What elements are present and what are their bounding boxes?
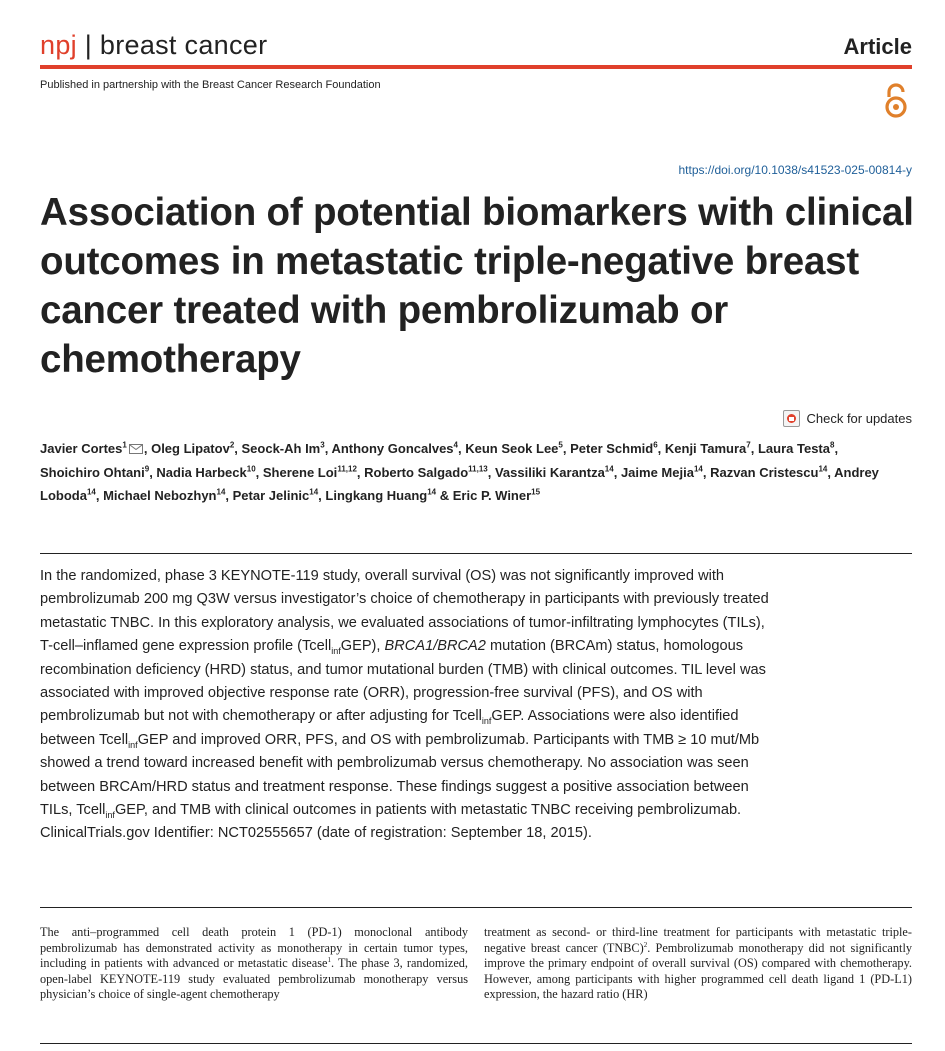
article-type-label: Article (843, 34, 912, 59)
abstract-top-rule (40, 553, 912, 554)
check-updates-label: Check for updates (806, 411, 912, 426)
author-name[interactable]: Vassiliki Karantza (494, 464, 605, 480)
abstract-text: GEP), (340, 638, 385, 655)
author-name[interactable]: Nadia Harbeck (156, 464, 247, 480)
author-affiliation: 14 (309, 487, 319, 497)
author-separator: , (827, 464, 835, 480)
gene-name: BRCA1/BRCA2 (384, 638, 486, 655)
author-separator: & (436, 488, 453, 503)
body-column-right (484, 925, 912, 1003)
author-affiliation: 2 (229, 440, 235, 450)
author-separator: , (95, 488, 104, 503)
abstract-text: In the randomized, phase 3 KEYNOTE-119 study, overall survival (OS) was not significantly improved with pembrolizumab 200 mg Q3W versus investigator’s choice of chemotherapy in participants with previously treated metastatic TNBC. In this exploratory analysis, we evaluated associations of tumor-infiltrating lymphocytes (TILs), T-cell–inflamed gene expression profile (Tcell (40, 568, 769, 655)
subscript: inf (331, 646, 341, 657)
open-access-icon[interactable] (880, 83, 912, 119)
doi-link[interactable]: https://doi.org/10.1038/s41523-025-00814-y (678, 163, 912, 177)
author-separator: , (149, 464, 157, 480)
body-text: treatment as second- or third-line treatment for participants with metastatic triple-negative breast cancer (TNBC) (484, 925, 912, 955)
partnership-note: Published in partnership with the Breast Cancer Research Foundation (40, 79, 381, 91)
journal-prefix: npj (40, 30, 77, 60)
author-separator: , (613, 464, 621, 480)
check-updates-icon (783, 410, 800, 427)
envelope-icon[interactable] (129, 444, 143, 454)
author-name[interactable]: Roberto Salgado (364, 464, 469, 480)
author-separator: , (324, 441, 332, 456)
abstract-text: GEP. Associations were also identified between Tcell (40, 708, 739, 748)
author-separator: , (457, 441, 466, 456)
author-separator: , (562, 441, 571, 456)
subscript: inf (481, 716, 492, 727)
journal-name: breast cancer (99, 30, 268, 60)
author-name[interactable]: Lingkang Huang (325, 488, 428, 503)
author-name[interactable]: Keun Seok Lee (465, 441, 559, 456)
author-separator: , (487, 464, 495, 480)
journal-separator: | (84, 30, 93, 60)
header-divider (40, 65, 912, 69)
author-name[interactable]: Laura Testa (757, 441, 830, 456)
author-name[interactable]: Peter Schmid (570, 441, 654, 456)
author-affiliation: 14 (818, 464, 828, 474)
author-affiliation: 14 (604, 464, 614, 474)
abstract-bottom-rule (40, 907, 912, 908)
reference-link[interactable]: 2 (643, 940, 648, 949)
author-affiliation: 1 (122, 440, 127, 450)
author-separator: , (702, 464, 711, 480)
author-separator: , (143, 441, 152, 456)
author-separator: , (356, 464, 365, 480)
article-title: Association of potential biomarkers with clinical outcomes in metastatic triple-negative breast cancer treated with pembrolizumab or chemotherapy (40, 191, 914, 381)
body-text: The anti–programmed cell death protein 1 (PD-1) monoclonal antibody pembrolizumab has demonstrated activity as monotherapy in certain tumor types, including in patients with advanced or metastatic disease (40, 925, 468, 970)
author-name[interactable]: Sherene Loi (262, 464, 338, 480)
author-name[interactable]: Petar Jelinic (232, 488, 310, 503)
subscript: inf (128, 739, 138, 750)
author-name[interactable]: Anthony Goncalves (331, 441, 454, 456)
author-name[interactable]: Andrey Loboda (40, 464, 879, 503)
author-affiliation: 11,12 (337, 464, 357, 474)
author-name[interactable]: Razvan Cristescu (710, 464, 819, 480)
author-affiliation: 14 (693, 464, 703, 474)
author-name[interactable]: Eric P. Winer (452, 488, 532, 503)
abstract-text: GEP, and TMB with clinical outcomes in patients with metastatic TNBC receiving pembrolizumab. ClinicalTrials.gov Identifier: NCT02555657 (date of registration: September 18, 2015). (40, 802, 742, 842)
author-affiliation: 8 (829, 440, 835, 450)
author-affiliation: 5 (558, 440, 563, 450)
author-name[interactable]: Shoichiro Ohtani (40, 464, 145, 480)
author-separator: , (225, 488, 233, 503)
author-affiliation: 14 (216, 487, 226, 497)
author-name[interactable]: Michael Nebozhyn (103, 488, 217, 503)
abstract-text: GEP and improved ORR, PFS, and OS with pembrolizumab. Participants with TMB ≥ 10 mut/Mb showed a trend toward increased benefit with pembrolizumab versus chemotherapy. No association was seen between BRCAm/HRD status and treatment response. These findings suggest a positive association between TILs, Tcell (40, 731, 760, 819)
author-separator: , (750, 441, 758, 456)
body-column-left (40, 925, 468, 1003)
body-text: . Pembrolizumab monotherapy did not significantly improve the primary endpoint of overall survival (OS) compared with chemotherapy. However, among participants with higher programmed cell death ligand 1 (PD-L1) expression, the hazard ratio (HR) (484, 940, 913, 1001)
body-text: . The phase 3, randomized, open-label KEYNOTE-119 study evaluated pembrolizumab monotherapy versus physician’s choice of single-agent chemotherapy (40, 956, 469, 1001)
journal-header (40, 30, 267, 61)
author-affiliation: 14 (86, 487, 96, 497)
author-list (40, 437, 900, 508)
author-affiliation: 9 (144, 464, 150, 474)
abstract-text: mutation (BRCAm) status, homologous recombination deficiency (HRD) status, and tumor mutational burden (TMB) with clinical outcomes. TIL level was associated with improved objective response rate (ORR), progression-free survival (PFS), and OS with pembrolizumab but not with chemotherapy or after adjusting for Tcell (40, 638, 766, 725)
author-affiliation: 10 (246, 464, 256, 474)
author-name[interactable]: Javier Cortes (40, 441, 123, 456)
author-affiliation: 15 (531, 487, 541, 497)
author-affiliation: 4 (453, 440, 458, 450)
author-separator: , (318, 488, 326, 503)
author-affiliation: 14 (427, 487, 437, 497)
author-separator: , (834, 441, 839, 456)
author-name[interactable]: Kenji Tamura (664, 441, 747, 456)
author-affiliation: 11,13 (468, 464, 488, 474)
abstract (40, 565, 778, 846)
author-separator: , (255, 464, 263, 480)
author-affiliation: 6 (653, 440, 658, 450)
reference-link[interactable]: 1 (327, 955, 331, 964)
author-name[interactable]: Seock-Ah Im (241, 441, 321, 456)
author-affiliation: 3 (320, 440, 325, 450)
author-affiliation: 7 (746, 440, 751, 450)
author-name[interactable]: Jaime Mejia (620, 464, 694, 480)
footer-rule (40, 1043, 912, 1044)
author-separator: , (234, 441, 242, 456)
subscript: inf (105, 809, 115, 820)
author-separator: , (657, 441, 665, 456)
author-name[interactable]: Oleg Lipatov (151, 441, 230, 456)
check-updates-button[interactable] (783, 410, 912, 427)
